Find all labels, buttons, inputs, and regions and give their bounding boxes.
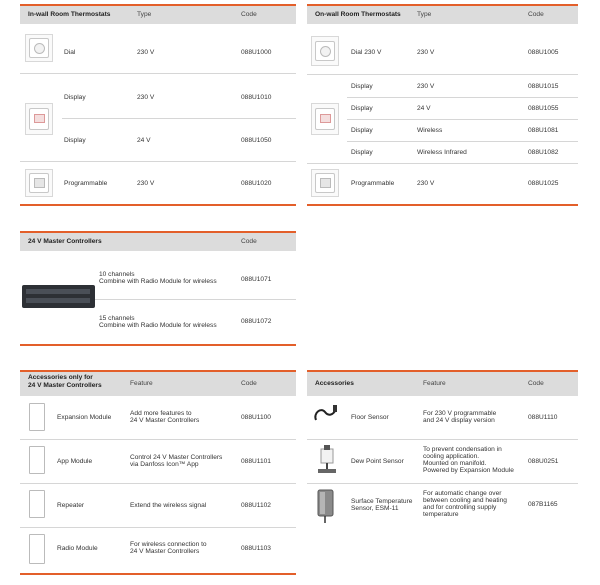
- row-code: 088U1025: [528, 180, 559, 187]
- app-module-image: [29, 446, 45, 474]
- radio-module-image: [29, 534, 45, 564]
- display-thermostat-image: [311, 103, 339, 135]
- table-title: 24 V Master Controllers: [28, 238, 102, 245]
- col-code-header: Code: [528, 11, 544, 18]
- row-line2: Combine with Radio Module for wireless: [99, 322, 217, 329]
- row-feature-line: cooling application.: [423, 453, 480, 460]
- row-code: 088U1071: [241, 276, 272, 283]
- repeater-image: [29, 490, 45, 518]
- row-name: Display: [64, 94, 86, 101]
- accent-line: [307, 204, 578, 206]
- accent-line: [20, 344, 296, 346]
- row-feature-line: temperature: [423, 511, 459, 518]
- row-code: 088U0251: [528, 458, 559, 465]
- row-name: Expansion Module: [57, 414, 112, 421]
- row-feature-line2: via Danfoss Icon™ App: [130, 461, 199, 468]
- row-type: Wireless Infrared: [417, 149, 467, 156]
- row-feature-line: and 24 V display version: [423, 417, 495, 424]
- row-feature-line: For 230 V programmable: [423, 410, 497, 417]
- row-name: Radio Module: [57, 545, 98, 552]
- col-code-header: Code: [528, 380, 544, 387]
- row-type: 230 V: [137, 94, 155, 101]
- row-feature-line1: Add more features to: [130, 410, 192, 417]
- row-line2: Combine with Radio Module for wireless: [99, 278, 217, 285]
- table-title: Accessories: [315, 380, 354, 387]
- col-code-header: Code: [241, 380, 257, 387]
- table-title: In-wall Room Thermostats: [28, 11, 111, 18]
- row-line1: 15 channels: [99, 315, 135, 322]
- col-type-header: Type: [417, 11, 432, 18]
- row-name: Programmable: [64, 180, 108, 187]
- row-name: App Module: [57, 458, 93, 465]
- divider: [347, 97, 578, 98]
- row-code: 088U1000: [241, 49, 272, 56]
- row-type: 24 V: [137, 137, 151, 144]
- row-feature-line: Powered by Expansion Module: [423, 467, 514, 474]
- divider: [95, 299, 296, 300]
- row-feature-line: between cooling and heating: [423, 497, 507, 504]
- row-code: 088U1050: [241, 137, 272, 144]
- surface-sensor-image: [315, 488, 337, 524]
- row-code: 088U1101: [241, 458, 271, 465]
- divider: [347, 141, 578, 142]
- programmable-thermostat-image: [25, 169, 53, 197]
- row-name: Dial: [64, 49, 76, 56]
- table-title-line1: Accessories only for: [28, 374, 93, 381]
- divider: [307, 163, 578, 164]
- row-code: 088U1082: [528, 149, 559, 156]
- in-wall-thermostats-table: [20, 4, 296, 208]
- row-code: 087B1165: [528, 501, 558, 508]
- row-code: 088U1110: [528, 414, 558, 421]
- row-name: Display: [351, 149, 373, 156]
- table-header: [307, 372, 578, 396]
- row-code: 088U1103: [241, 545, 271, 552]
- row-code: 088U1005: [528, 49, 559, 56]
- row-feature-line: Mounted on manifold.: [423, 460, 487, 467]
- divider: [20, 161, 296, 162]
- row-feature-line2: 24 V Master Controllers: [130, 548, 200, 555]
- row-feature-line: To prevent condensation in: [423, 446, 502, 453]
- row-name: Dial 230 V: [351, 49, 382, 56]
- row-code: 088U1010: [241, 94, 272, 101]
- master-controller-image: [22, 285, 95, 308]
- row-code: 088U1102: [241, 502, 271, 509]
- table-title-line2: 24 V Master Controllers: [28, 382, 102, 389]
- divider: [20, 439, 296, 440]
- row-code: 088U1100: [241, 414, 271, 421]
- row-name-line1: Surface Temperature: [351, 498, 413, 505]
- row-type: 230 V: [417, 180, 435, 187]
- table-title: On-wall Room Thermostats: [315, 11, 401, 18]
- accent-line: [20, 204, 296, 206]
- row-name: Display: [64, 137, 86, 144]
- divider: [307, 439, 578, 440]
- row-type: 230 V: [137, 180, 155, 187]
- col-feature-header: Feature: [423, 380, 446, 387]
- expansion-module-image: [29, 403, 45, 431]
- accessories-table: [307, 370, 578, 530]
- row-code: 088U1015: [528, 83, 559, 90]
- row-name: Programmable: [351, 180, 395, 187]
- row-name: Display: [351, 83, 373, 90]
- row-feature-line2: 24 V Master Controllers: [130, 417, 200, 424]
- row-name-line2: Sensor, ESM-11: [351, 505, 399, 512]
- row-name: Dew Point Sensor: [351, 458, 404, 465]
- divider: [20, 527, 296, 528]
- col-type-header: Type: [137, 11, 152, 18]
- row-type: 230 V: [137, 49, 155, 56]
- table-header: [20, 372, 296, 396]
- table-header: [20, 233, 296, 251]
- dial-thermostat-image: [25, 34, 53, 62]
- row-name: Display: [351, 105, 373, 112]
- row-type: 230 V: [417, 83, 435, 90]
- dial-thermostat-image: [311, 36, 339, 66]
- row-code: 088U1020: [241, 180, 272, 187]
- row-code: 088U1055: [528, 105, 559, 112]
- master-accessories-table: [20, 370, 296, 580]
- table-header: [20, 6, 296, 24]
- row-feature-line: and for controlling supply: [423, 504, 497, 511]
- row-code: 088U1072: [241, 318, 272, 325]
- row-name: Display: [351, 127, 373, 134]
- divider: [307, 483, 578, 484]
- on-wall-thermostats-table: [307, 4, 578, 208]
- col-feature-header: Feature: [130, 380, 153, 387]
- divider: [307, 74, 578, 75]
- divider: [20, 73, 296, 74]
- row-feature-line1: Control 24 V Master Controllers: [130, 454, 223, 461]
- accent-line: [20, 573, 296, 575]
- divider: [20, 483, 296, 484]
- divider: [62, 118, 296, 119]
- row-type: 230 V: [417, 49, 435, 56]
- col-code-header: Code: [241, 238, 257, 245]
- row-type: 24 V: [417, 105, 431, 112]
- programmable-thermostat-image: [311, 169, 339, 197]
- row-name: Floor Sensor: [351, 414, 389, 421]
- row-line1: 10 channels: [99, 271, 135, 278]
- row-feature-line1: Extend the wireless signal: [130, 502, 207, 509]
- row-code: 088U1081: [528, 127, 559, 134]
- row-feature-line1: For wireless connection to: [130, 541, 207, 548]
- dew-point-sensor-image: [313, 445, 341, 475]
- row-name: Repeater: [57, 502, 85, 509]
- display-thermostat-image: [25, 103, 53, 135]
- row-type: Wireless: [417, 127, 443, 134]
- col-code-header: Code: [241, 11, 257, 18]
- row-feature-line: For automatic change over: [423, 490, 502, 497]
- divider: [347, 119, 578, 120]
- floor-sensor-image: [313, 403, 339, 425]
- master-controllers-table: [20, 231, 296, 349]
- table-header: [307, 6, 578, 24]
